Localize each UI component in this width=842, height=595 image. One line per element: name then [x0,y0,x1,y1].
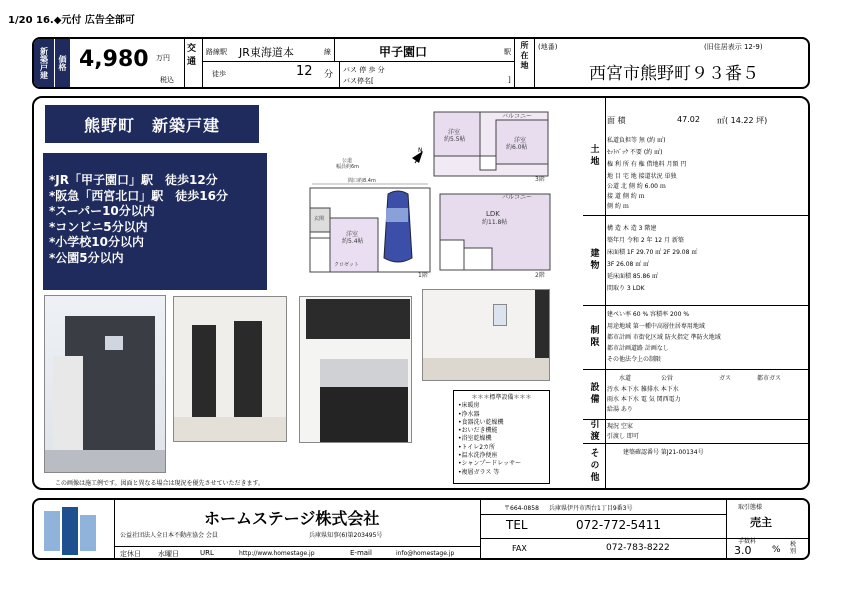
station-name: 甲子園口 [379,45,428,59]
equipment-item: •浄水器 [458,410,480,418]
email-link[interactable]: info@homestage.jp [396,550,455,557]
building-label: 建物 [588,248,599,272]
equipment-item: •複層ガラス 等 [458,468,500,476]
building-row: 延床面積 85.86 ㎡ [607,273,658,280]
facility-header: 水道 [619,375,632,382]
equipment-title: ＊＊＊標準設備＊＊＊ [471,394,532,401]
holiday-label: 定休日 [120,550,141,558]
equipment-item: •浴室乾燥機 [458,435,492,443]
property-summary-box [32,37,810,89]
equipment-item: •温水洗浄便座 [458,452,498,460]
other-section [607,447,806,485]
land-row: 側 約 ｍ [607,203,629,210]
equipment-item: •シャンプードレッサー [458,460,522,468]
land-area-unit: ㎡( 14.22 坪) [717,116,768,125]
address: 西宮市熊野町９３番５ [589,64,759,84]
building-section [607,221,806,301]
land-area: 47.02 [677,115,700,124]
bus-stop-close: ] [508,76,511,84]
floor1-label: 1階 [418,272,428,279]
fee-unit: % [772,545,781,555]
road-label: 公道 [342,158,353,164]
equipment-item: •床暖房 [458,402,480,410]
transaction-type: 売主 [750,516,772,529]
room-w1-label: 洋室 [448,129,461,136]
website-link[interactable]: http://www.homestage.jp [239,550,315,557]
floor3-label: 3階 [535,176,545,183]
kitchen-photo [299,296,412,443]
tax-note: 税込 [160,76,174,84]
header-note: 1/20 16.◆元付 広告全部可 [8,15,135,26]
building-row: 床面積 1F 29.70 ㎡ 2F 29.08 ㎡ [607,249,698,256]
station-suffix: 駅 [504,48,511,56]
facility-header: 都市ガス [757,375,782,382]
restriction-label: 制限 [588,325,599,349]
line-suffix: 線 [324,48,331,56]
price-label: 価格 [55,39,70,87]
other-row: 建築確認番号 第J21-00134号 [623,449,704,456]
company-address: 兵庫県伊丹市西台1丁目9番3号 [549,505,633,512]
property-details-table [583,97,808,488]
old-address: (旧住居表示 12-9) [704,43,763,51]
company-name: ホームステージ株式会社 [204,509,380,528]
room-w1-size: 約5.5帖 [444,136,466,143]
road-width-label: 幅員約6m [336,164,360,170]
holiday: 水曜日 [158,550,179,558]
standard-equipment-box [453,390,550,484]
delivery-section [607,421,806,441]
transport-label: 交通 [185,43,195,69]
tel-label: TEL [506,518,528,532]
line-name: JR東海道本 [239,46,294,59]
restriction-row: 都市計画 市街化区域 防火指定 準防火地域 [607,334,721,341]
facility-header: ガス [719,375,732,382]
access-item: *小学校10分以内 [49,235,144,249]
restriction-row: その他法令上の制限 [607,356,662,363]
entrance-label: 玄関 [314,216,325,222]
walk-unit: 分 [324,70,334,80]
ldk-size: 約11.8帖 [482,219,508,226]
balcony-3f-label: バルコニー [502,113,533,120]
land-row: 接 道 側 約 ｍ [607,193,645,200]
zip-code: 〒664-0858 [504,505,539,512]
balcony-2f-label: バルコニー [502,194,533,201]
access-item: *公園5分以内 [49,250,124,265]
land-row: 地 目 宅 地 接道状況 単独 [607,173,677,180]
price: 4,980 [79,47,149,72]
fee-tax-note: 税別 [790,541,797,555]
access-item: *スーパー10分以内 [49,204,155,218]
frontage-label: 間口約8.4m [348,178,376,184]
transaction-label: 取引態様 [738,504,763,511]
equipment-item: •トイレ2カ所 [458,443,496,451]
tel-number: 072-772-5411 [576,518,662,532]
company-logo [40,505,108,555]
room-w3-label: 洋室 [346,231,359,238]
association: 公益社団法人全日本不動産協会 会員 [120,532,218,539]
bus-time: バス 停 歩 分 [343,66,385,74]
building-row: 築年月 令和 2 年 12 月 新築 [607,237,684,244]
address-tag: (地番) [538,43,558,51]
land-label: 土地 [588,144,599,168]
building-row: 構 造 木 造 3 階建 [607,225,657,232]
exterior-photo [44,295,166,473]
bedroom-photo [422,289,550,381]
facility-label: 設備 [588,382,599,406]
address-label: 所在地 [520,41,529,71]
access-item: *阪急「西宮北口」駅 徒歩16分 [49,188,228,203]
restriction-row: 建ぺい率 60 % 容積率 200 % [607,311,690,318]
closet-photo [173,296,287,442]
walk-label: 徒歩 [212,70,226,78]
north-label: N [418,147,423,154]
facility-row: 給湯 あり [607,406,633,413]
license-number: 兵庫県知事(6)第203495号 [309,532,383,539]
equipment-item: •食器洗い乾燥機 [458,418,504,426]
fax-label: FAX [512,544,527,553]
fax-number: 072-783-8222 [606,543,670,553]
room-w2-label: 洋室 [514,137,527,144]
floor2-label: 2階 [535,272,545,279]
restriction-row: 用途地域 第一種中高層住居専用地域 [607,323,705,330]
fee-label: 手数料 [738,538,757,545]
walk-minutes: 12 [296,64,313,79]
url-label: URL [200,549,214,557]
facility-row: 雨水 本下水 電 気 関西電力 [607,396,681,403]
facility-row: 汚水 本下水 雑排水 本下水 [607,386,679,393]
delivery-row: 引渡し 即可 [607,433,639,440]
photo-disclaimer: この画像は施工例です。図面と異なる場合は現況を優先させていただきます。 [55,480,265,487]
delivery-label: 引渡 [588,419,599,443]
bus-stop: バス停名[ [343,77,374,85]
other-label: その他 [588,447,599,484]
equipment-item: •おいだき機能 [458,427,498,435]
land-row: ｾｯﾄﾊﾞｯｸ 不要 (約 ㎡) [607,149,663,156]
land-row: 公道 北 側 約 6.00 ｍ [607,183,666,190]
closet-label: クロゼット [334,262,359,268]
building-row: 間取り 3 LDK [607,285,645,292]
fee-rate: 3.0 [734,544,752,557]
building-row: 3F 26.08 ㎡ ㎡ [607,261,650,268]
land-row: 私道負担等 無 (約 ㎡) [607,137,666,144]
price-unit: 万円 [156,54,170,62]
restriction-row: 都市計画道路 計画なし [607,345,669,352]
land-row: 権 利 所 有 権 借地料 月額 円 [607,161,687,168]
access-item: *JR「甲子園口」駅 徒歩12分 [49,173,218,187]
category-label: 新築戸建 [34,39,54,87]
floorplan-drawing [290,108,555,280]
email-label: E-mail [350,549,372,557]
facility-header: 公営 [661,375,674,382]
floor-plans [290,108,555,280]
delivery-row: 現況 空家 [607,423,633,430]
access-list [43,153,267,290]
line-label: 路線駅 [206,48,227,56]
room-w3-size: 約5.4帖 [342,238,364,245]
facility-section [607,373,806,417]
room-w2-size: 約6.0帖 [506,144,528,151]
company-info-box [32,498,810,560]
restriction-section [607,309,806,367]
land-section [607,101,806,213]
access-item: *コンビニ5分以内 [49,219,148,234]
land-area-label: 面 積 [607,116,626,125]
property-title: 熊野町 新築戸建 [45,105,259,143]
ldk-label: LDK [486,210,500,218]
